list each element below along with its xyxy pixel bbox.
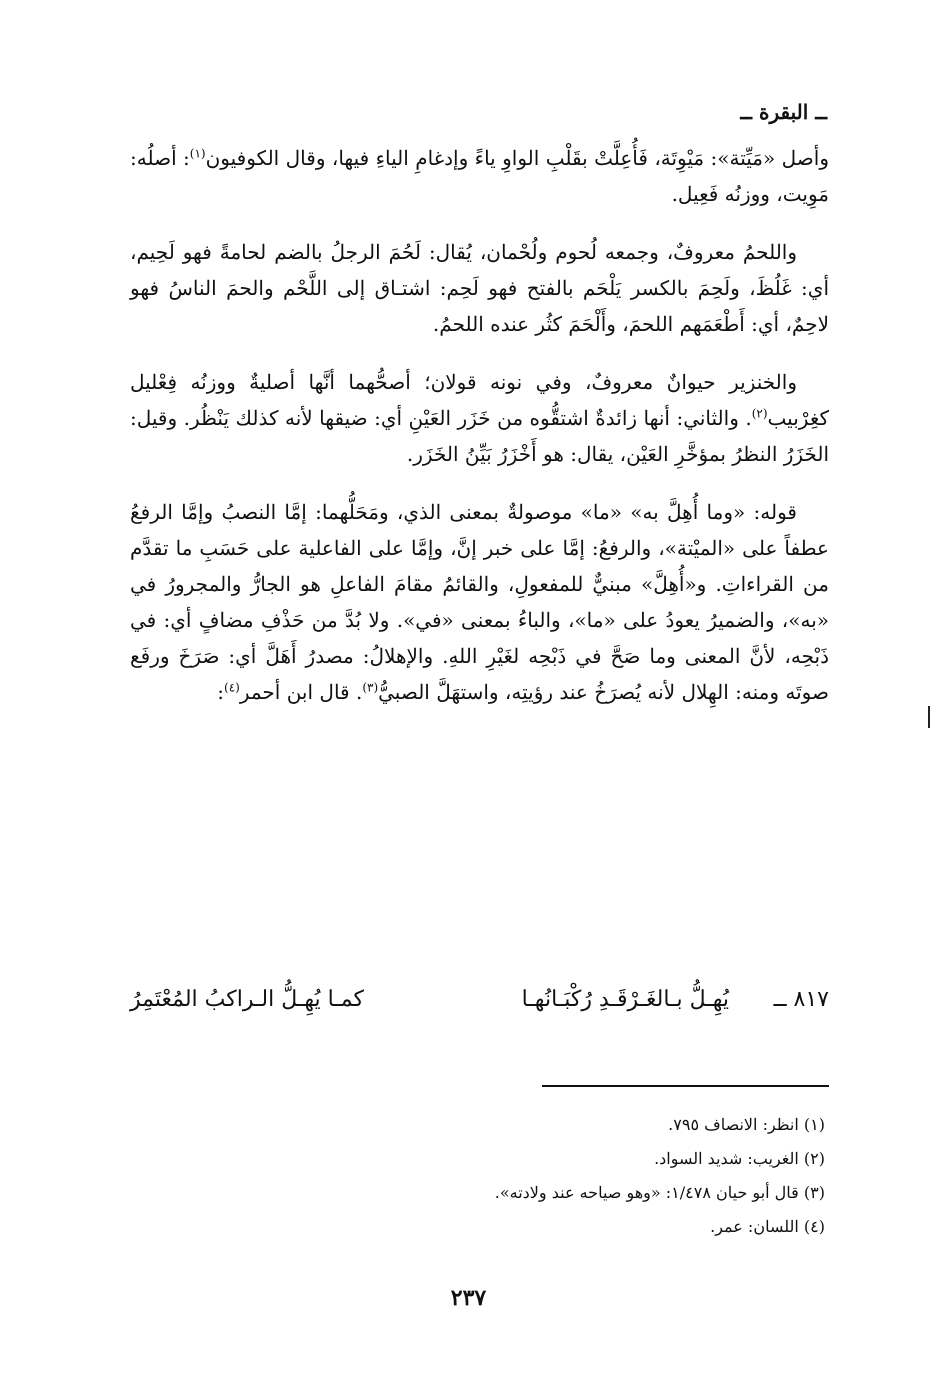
poetry-verse xyxy=(130,980,829,1020)
paragraph-text: . قال ابن أحمر xyxy=(239,680,363,704)
paragraph-text: قوله: «وما أُهِلَّ به» «ما» موصولةٌ بمعنى الذي، ومَحَلُّهما: إمَّا النصبُ وإمَّا الرفعُ عطفاً على «الميْتة»، والرفعُ: إمَّا على خبر إنَّ، وإمَّا على الفاعلية على حَسَبِ ما تقدَّم من القراءاتِ. و«أُهِلَّ» مبنيٌّ للمفعولِ، والقائمُ مقامَ الفاعلِ هو الجارُّ والمجرورُ في «به»، والضميرُ يعودُ على «ما»، والباءُ بمعنى «في». ولا بُدَّ من حَذْفِ مضافٍ أي: في ذَبْحِه، لأنَّ المعنى وما صَحَّ في ذَبْحِه لغَيْرِ اللهِ. والإهلالُ: مصدرُ أَهَلَّ أي: صَرَخَ ورفَع صوتَه ومنه: الهِلال لأنه يُصرَخُ عند رؤيتِه، واستهَلَّ الصبيُّ xyxy=(130,500,829,704)
paragraph-text: : xyxy=(217,680,224,704)
footnote-ref-1[interactable]: (١) xyxy=(189,146,206,161)
verse-first-hemistich: يُهِـلُّ بـالغَـرْقَـدِ رُكْبَـانُهـا xyxy=(521,987,729,1012)
footnote-4: (٤) اللسان: عمر. xyxy=(710,1217,825,1236)
margin-mark xyxy=(928,706,930,728)
page-number: ٢٣٧ xyxy=(450,1285,487,1311)
main-text xyxy=(130,140,829,732)
footnotes xyxy=(300,1108,825,1244)
paragraph-4 xyxy=(130,494,829,710)
paragraph-text: واللحمُ معروفٌ، وجمعه لُحوم ولُحْمان، يُقال: لَحُمَ الرجلُ بالضم لحامةً فهو لَحِيم، أي: غَلُظَ، ولَحِمَ بالكسر يَلْحَم بالفتح فهو لَحِم: اشتـاق إلى اللَّحْم والحمَ الناسُ فهو لاحِمٌ، أي: أَطْعَمَهم اللحمَ، وأَلْحَمَ كثُر عنده اللحمُ. xyxy=(130,240,829,336)
paragraph-text: وأصل «مَيِّتة»: مَيْوِتَة، فَأُعِلَّتْ بقَلْبِ الواوِ ياءً وإدغامِ الياءِ فيها، وقال الكوفيون xyxy=(205,146,829,170)
paragraph-text: والخنزير حيوانٌ معروفٌ، وفي نونه قولان؛ أصحُّهما أنَّها أصليةٌ ووزنُه فِعْليل كغِرْبيب xyxy=(130,370,829,430)
paragraph-text: : أصلُه: مَوِيت، ووزنُه فَعِيل. xyxy=(130,146,829,206)
running-head: ــ البقرة ــ xyxy=(740,100,827,124)
footnote-2: (٢) الغريب: شديد السواد. xyxy=(654,1149,825,1168)
verse-second-hemistich: كمـا يُهِـلُّ الـراكبُ المُعْتَمِرُ xyxy=(130,987,364,1012)
footnote-ref-4[interactable]: (٤) xyxy=(224,680,240,695)
footnote-1: (١) انظر: الانصاف ٧٩٥. xyxy=(668,1115,825,1134)
footnote-ref-3[interactable]: (٣) xyxy=(362,680,379,695)
paragraph-1 xyxy=(130,140,829,212)
footnote-ref-2[interactable]: (٢) xyxy=(751,406,768,421)
paragraph-text: . والثاني: أنها زائدةٌ اشتقُّوه من خَزَر العَيْنِ أي: ضيقها لأنه كذلك يَنْظُر. وقيل: الخَزَرُ النظرُ بمؤخَّرِ العَيْن، يقال: هو أَخْزَرُ بَيِّنُ الخَزَر. xyxy=(130,406,829,466)
footnote-divider xyxy=(542,1085,829,1087)
verse-number: ٨١٧ ــ xyxy=(773,987,829,1012)
paragraph-3 xyxy=(130,364,829,472)
paragraph-2 xyxy=(130,234,829,342)
footnote-3: (٣) قال أبو حيان ١/٤٧٨: «وهو صياحه عند ولادته». xyxy=(494,1183,825,1202)
